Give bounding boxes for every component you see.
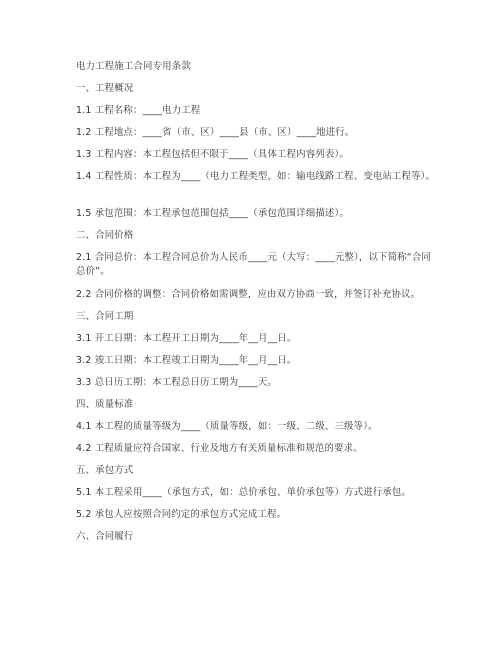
clause-1-3: 1.3 工程内容：本工程包括但不限于____（具体工程内容列表）。: [76, 149, 349, 160]
clause-4-1: 4.1 本工程的质量等级为____（质量等级，如：一级、二级、三级等）。: [76, 421, 378, 432]
clause-5-1: 5.1 本工程采用____（承包方式，如：总价承包、单价承包等）方式进行承包。: [76, 487, 412, 498]
section-heading-3: 三、合同工期: [76, 311, 134, 322]
section-heading-5: 五、承包方式: [76, 465, 134, 476]
section-heading-6: 六、合同履行: [76, 531, 134, 542]
clause-3-1: 3.1 开工日期：本工程开工日期为____年__月__日。: [76, 333, 297, 344]
clause-3-2: 3.2 竣工日期：本工程竣工日期为____年__月__日。: [76, 355, 297, 366]
section-heading-2: 二、合同价格: [76, 230, 134, 241]
clause-1-5: 1.5 承包范围：本工程承包范围包括____（承包范围详细描述）。: [76, 208, 349, 219]
clause-2-1: 2.1 合同总价：本工程合同总价为人民币____元（大写：____元整），以下简称“合同总价”。: [76, 252, 431, 277]
clause-4-2: 4.2 工程质量应符合国家、行业及地方有关质量标准和规范的要求。: [76, 443, 363, 454]
clause-1-4: 1.4 工程性质：本工程为____（电力工程类型，如：输电线路工程、变电站工程等）。: [76, 171, 436, 182]
clause-3-3: 3.3 总日历工期：本工程总日历工期为____天。: [76, 377, 278, 388]
clause-1-2: 1.2 工程地点：____省（市、区）____县（市、区）____地进行。: [76, 127, 355, 138]
clause-2-2: 2.2 合同价格的调整：合同价格如需调整，应由双方协商一致，并签订补充协议。: [76, 289, 421, 300]
section-heading-4: 四、质量标准: [76, 399, 134, 410]
clause-1-1: 1.1 工程名称：____电力工程: [76, 105, 201, 116]
clause-5-2: 5.2 承包人应按照合同约定的承包方式完成工程。: [76, 509, 287, 520]
document-title: 电力工程施工合同专用条款: [76, 61, 191, 72]
section-heading-1: 一、工程概况: [76, 83, 134, 94]
